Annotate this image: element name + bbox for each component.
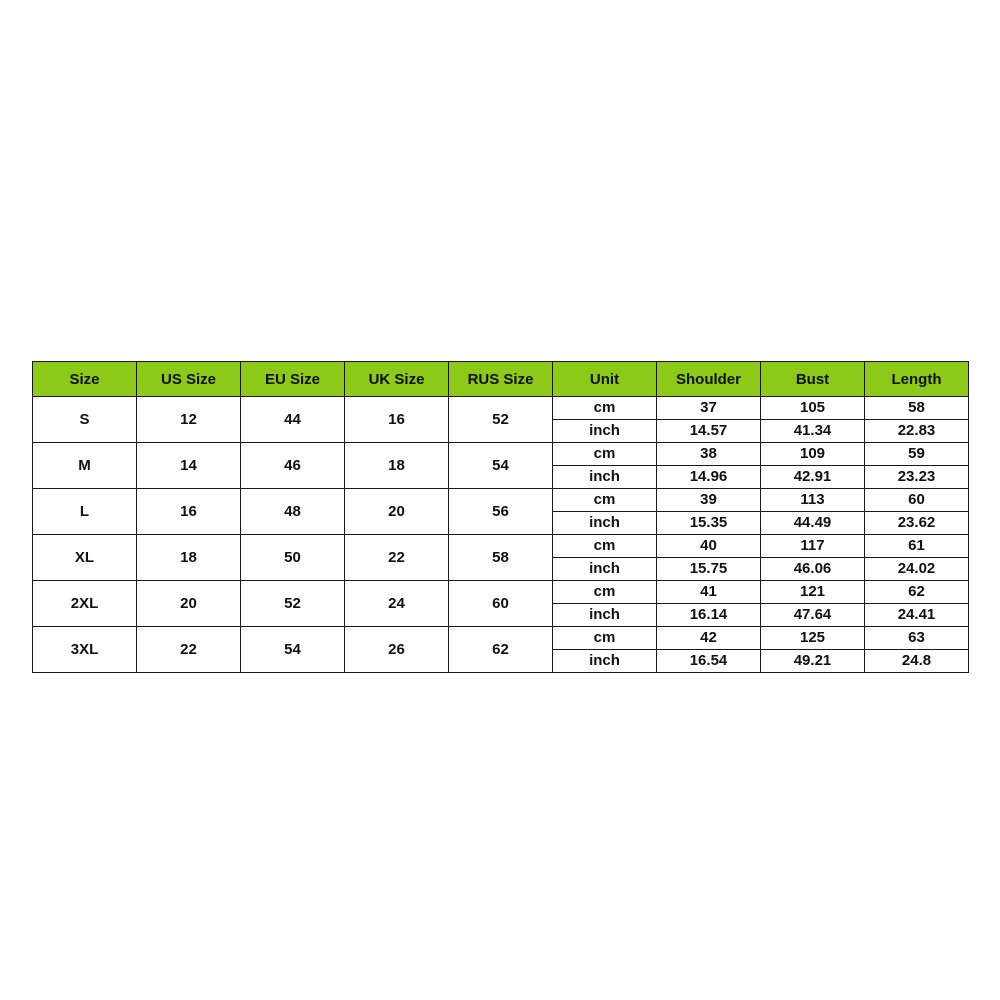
rus-size-cell: 56 xyxy=(449,489,553,535)
unit-cell: inch xyxy=(553,650,657,673)
unit-cell: inch xyxy=(553,512,657,535)
shoulder-cell: 37 xyxy=(657,397,761,420)
shoulder-cell: 14.96 xyxy=(657,466,761,489)
us-size-cell: 22 xyxy=(137,627,241,673)
bust-cell: 121 xyxy=(761,581,865,604)
uk-size-cell: 16 xyxy=(345,397,449,443)
size-cell: S xyxy=(33,397,137,443)
shoulder-cell: 16.14 xyxy=(657,604,761,627)
column-header-eu-size: EU Size xyxy=(241,362,345,397)
unit-cell: inch xyxy=(553,558,657,581)
length-cell: 58 xyxy=(865,397,969,420)
table-header xyxy=(33,362,969,397)
column-header-unit: Unit xyxy=(553,362,657,397)
size-cell: 3XL xyxy=(33,627,137,673)
bust-cell: 105 xyxy=(761,397,865,420)
length-cell: 60 xyxy=(865,489,969,512)
column-header-shoulder: Shoulder xyxy=(657,362,761,397)
rus-size-cell: 52 xyxy=(449,397,553,443)
unit-cell: inch xyxy=(553,466,657,489)
rus-size-cell: 60 xyxy=(449,581,553,627)
size-chart-table xyxy=(32,361,969,673)
shoulder-cell: 38 xyxy=(657,443,761,466)
shoulder-cell: 39 xyxy=(657,489,761,512)
eu-size-cell: 44 xyxy=(241,397,345,443)
length-cell: 24.02 xyxy=(865,558,969,581)
header-row xyxy=(33,362,969,397)
eu-size-cell: 48 xyxy=(241,489,345,535)
bust-cell: 44.49 xyxy=(761,512,865,535)
size-cell: XL xyxy=(33,535,137,581)
table-body xyxy=(33,397,969,673)
eu-size-cell: 54 xyxy=(241,627,345,673)
eu-size-cell: 52 xyxy=(241,581,345,627)
bust-cell: 47.64 xyxy=(761,604,865,627)
unit-cell: inch xyxy=(553,420,657,443)
length-cell: 62 xyxy=(865,581,969,604)
uk-size-cell: 22 xyxy=(345,535,449,581)
bust-cell: 117 xyxy=(761,535,865,558)
table-row xyxy=(33,443,969,466)
uk-size-cell: 20 xyxy=(345,489,449,535)
shoulder-cell: 42 xyxy=(657,627,761,650)
bust-cell: 46.06 xyxy=(761,558,865,581)
unit-cell: cm xyxy=(553,535,657,558)
rus-size-cell: 54 xyxy=(449,443,553,489)
column-header-uk-size: UK Size xyxy=(345,362,449,397)
uk-size-cell: 18 xyxy=(345,443,449,489)
shoulder-cell: 15.35 xyxy=(657,512,761,535)
unit-cell: cm xyxy=(553,489,657,512)
uk-size-cell: 24 xyxy=(345,581,449,627)
shoulder-cell: 40 xyxy=(657,535,761,558)
bust-cell: 113 xyxy=(761,489,865,512)
length-cell: 22.83 xyxy=(865,420,969,443)
bust-cell: 125 xyxy=(761,627,865,650)
shoulder-cell: 41 xyxy=(657,581,761,604)
rus-size-cell: 58 xyxy=(449,535,553,581)
column-header-bust: Bust xyxy=(761,362,865,397)
us-size-cell: 14 xyxy=(137,443,241,489)
us-size-cell: 18 xyxy=(137,535,241,581)
size-cell: 2XL xyxy=(33,581,137,627)
bust-cell: 49.21 xyxy=(761,650,865,673)
us-size-cell: 20 xyxy=(137,581,241,627)
shoulder-cell: 16.54 xyxy=(657,650,761,673)
size-cell: M xyxy=(33,443,137,489)
length-cell: 59 xyxy=(865,443,969,466)
unit-cell: cm xyxy=(553,627,657,650)
bust-cell: 109 xyxy=(761,443,865,466)
table-row xyxy=(33,581,969,604)
bust-cell: 42.91 xyxy=(761,466,865,489)
us-size-cell: 16 xyxy=(137,489,241,535)
length-cell: 23.23 xyxy=(865,466,969,489)
eu-size-cell: 50 xyxy=(241,535,345,581)
us-size-cell: 12 xyxy=(137,397,241,443)
length-cell: 23.62 xyxy=(865,512,969,535)
shoulder-cell: 15.75 xyxy=(657,558,761,581)
size-cell: L xyxy=(33,489,137,535)
length-cell: 24.41 xyxy=(865,604,969,627)
length-cell: 63 xyxy=(865,627,969,650)
unit-cell: cm xyxy=(553,397,657,420)
column-header-size: Size xyxy=(33,362,137,397)
unit-cell: inch xyxy=(553,604,657,627)
uk-size-cell: 26 xyxy=(345,627,449,673)
eu-size-cell: 46 xyxy=(241,443,345,489)
unit-cell: cm xyxy=(553,443,657,466)
length-cell: 24.8 xyxy=(865,650,969,673)
table-row xyxy=(33,535,969,558)
rus-size-cell: 62 xyxy=(449,627,553,673)
shoulder-cell: 14.57 xyxy=(657,420,761,443)
table-row xyxy=(33,489,969,512)
column-header-us-size: US Size xyxy=(137,362,241,397)
table-row xyxy=(33,397,969,420)
length-cell: 61 xyxy=(865,535,969,558)
column-header-rus-size: RUS Size xyxy=(449,362,553,397)
unit-cell: cm xyxy=(553,581,657,604)
table-row xyxy=(33,627,969,650)
bust-cell: 41.34 xyxy=(761,420,865,443)
column-header-length: Length xyxy=(865,362,969,397)
